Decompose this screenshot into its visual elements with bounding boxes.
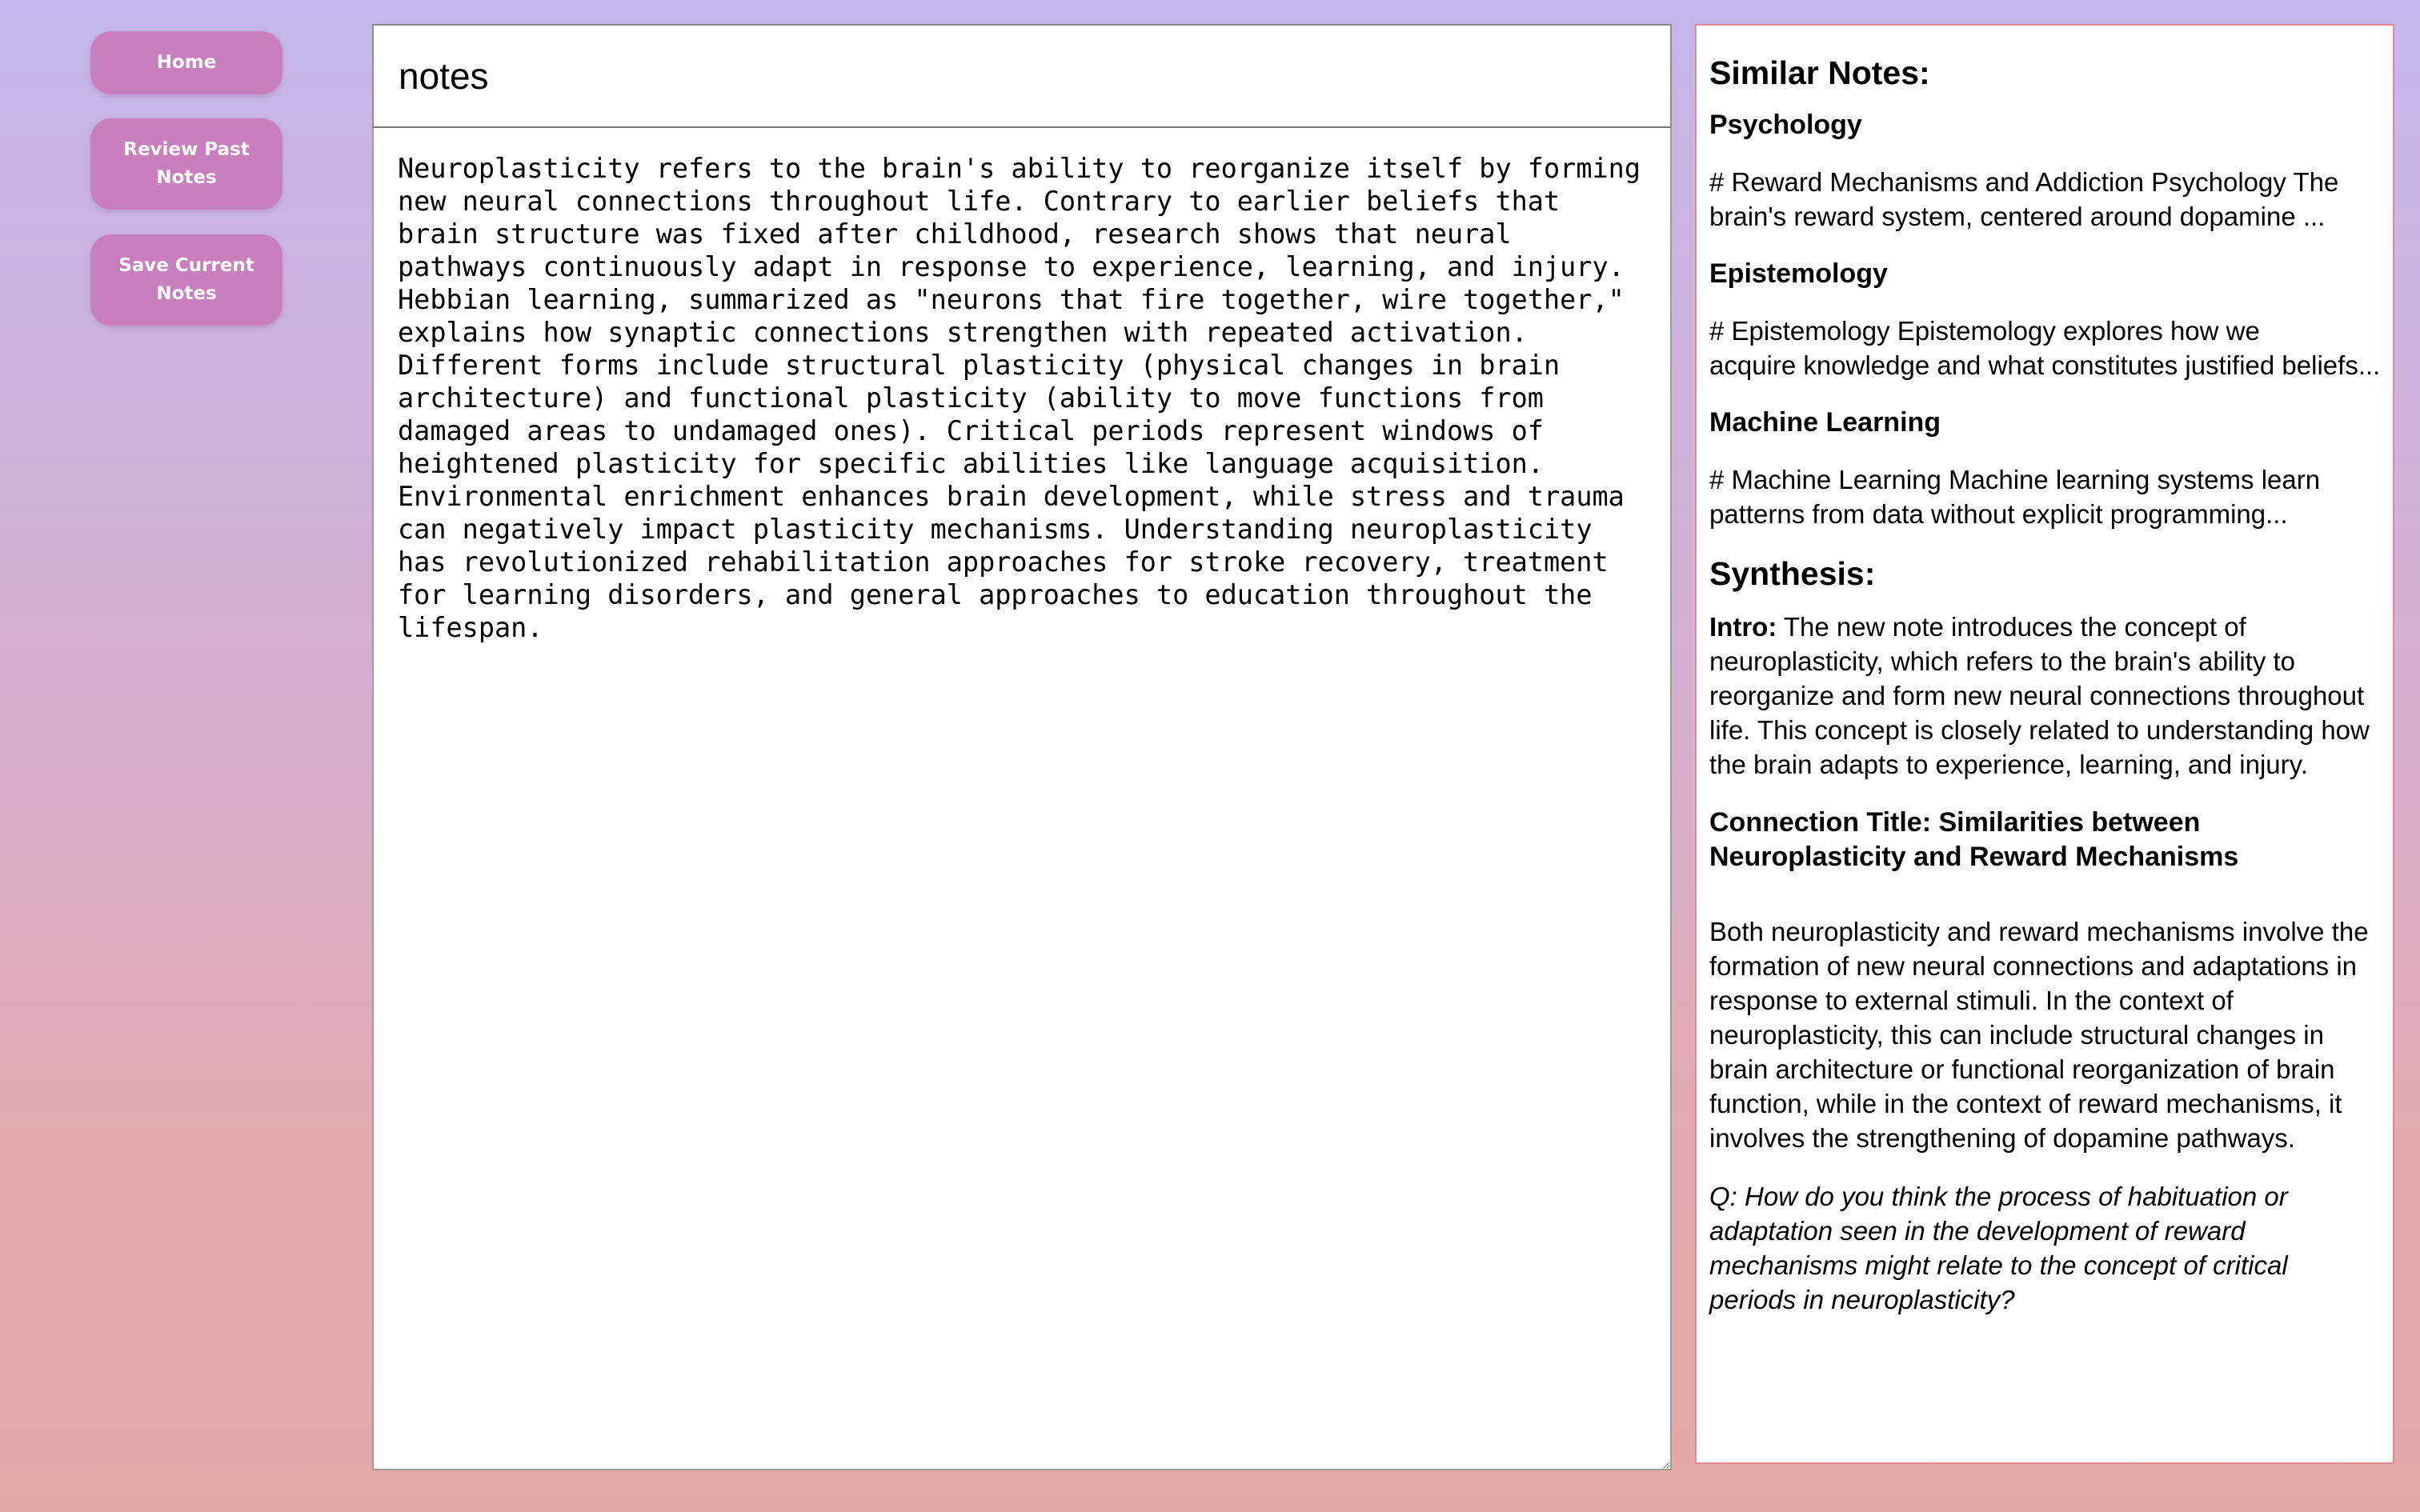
synthesis-intro — [1709, 610, 2381, 782]
save-current-notes-button[interactable] — [90, 234, 282, 326]
synthesis-heading: Synthesis: — [1709, 555, 1876, 592]
synthesis-intro-text: The new note introduces the concept of neuroplasticity, which refers to the brain's ability to reorganize and form new neural connections throughout life. This concept is closely related to understanding how the brain adapts to experience, learning, and injury. — [1709, 612, 2370, 779]
synthesis-intro-label: Intro: — [1709, 612, 1777, 642]
save-current-notes-label: Save Current Notes — [118, 255, 254, 304]
similar-note-preview-line: patterns from data without explicit programming... — [1709, 499, 2288, 529]
similar-note-item[interactable] — [1709, 406, 2381, 531]
similar-note-preview-line: # Reward Mechanisms and Addiction Psychology The — [1709, 167, 2339, 197]
similar-note-title: Epistemology — [1709, 258, 1888, 289]
similar-note-preview-line: acquire knowledge and what constitutes justified beliefs... — [1709, 350, 2381, 380]
connection-body: Both neuroplasticity and reward mechanisms involve the formation of new neural connections and adaptations in response to external stimuli. In the context of neuroplasticity, this can include structural changes in brain architecture or functional reorganization of brain function, while in the context of reward mechanisms, it involves the strengthening of dopamine pathways. — [1709, 917, 2369, 1153]
similar-note-preview — [1709, 165, 2381, 234]
synthesis-question: Q: How do you think the process of habituation or adaptation seen in the development of reward mechanisms might relate to the concept of critical periods in neuroplasticity? — [1709, 1182, 2288, 1314]
home-button[interactable] — [90, 31, 282, 94]
similar-notes-heading: Similar Notes: — [1709, 54, 1930, 91]
similar-note-title: Psychology — [1709, 110, 1862, 140]
similar-note-preview-line: # Epistemology Epistemology explores how we — [1709, 316, 2260, 346]
similar-note-preview — [1709, 314, 2381, 382]
review-past-notes-label: Review Past Notes — [123, 139, 250, 188]
home-button-label: Home — [156, 52, 217, 73]
note-title-input[interactable] — [372, 24, 1672, 128]
similar-note-preview — [1709, 462, 2381, 531]
connection-title: Connection Title: Similarities between Neuroplasticity and Reward Mechanisms — [1709, 807, 2239, 872]
similar-note-preview-line: brain's reward system, centered around dopamine ... — [1709, 202, 2326, 231]
review-past-notes-button[interactable] — [90, 118, 282, 210]
notes-textarea[interactable] — [372, 128, 1672, 1470]
similar-note-item[interactable] — [1709, 258, 2381, 382]
similar-note-item[interactable] — [1709, 109, 2381, 234]
similar-note-title: Machine Learning — [1709, 407, 1941, 438]
similar-notes-panel — [1695, 24, 2394, 1464]
similar-note-preview-line: # Machine Learning Machine learning systems learn — [1709, 465, 2321, 494]
